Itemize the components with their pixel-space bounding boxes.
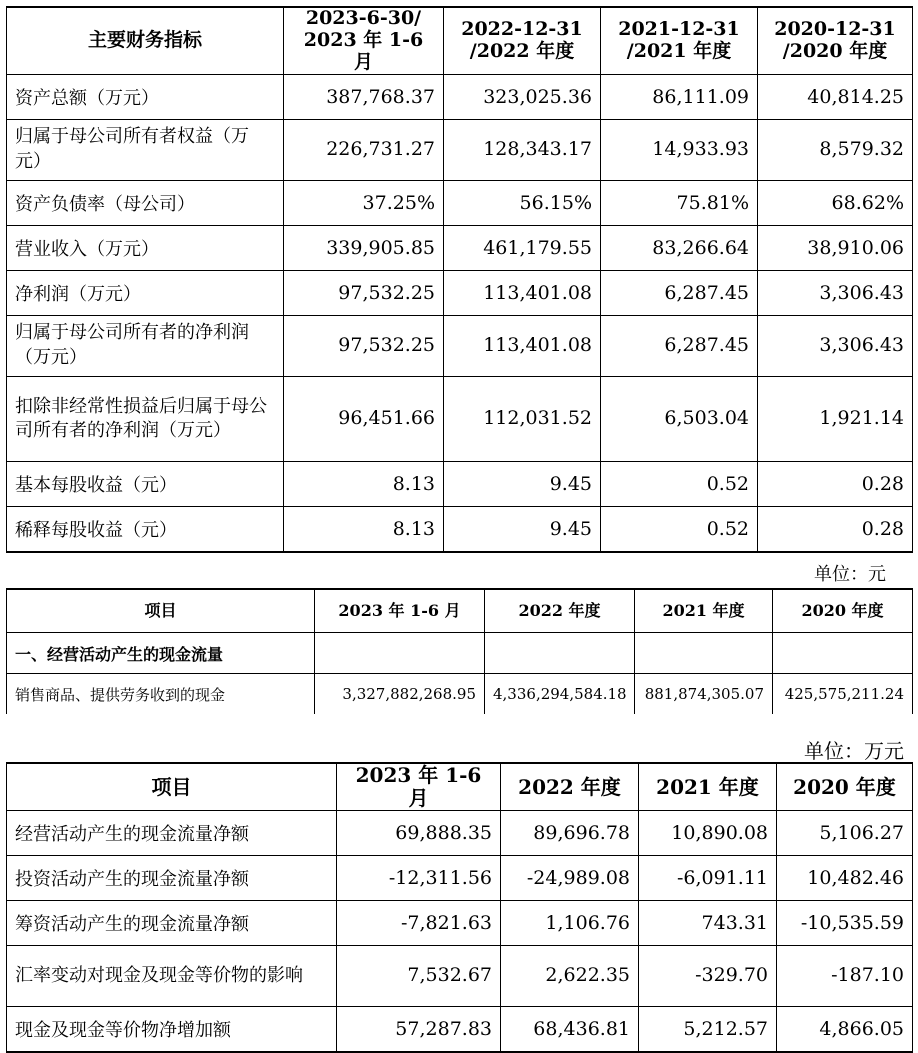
cell: 461,179.55 — [444, 225, 601, 270]
cell: 86,111.09 — [601, 74, 758, 119]
cell: 37.25% — [284, 180, 444, 225]
header-cell: 项目 — [7, 763, 337, 811]
cell: 6,503.04 — [601, 376, 758, 461]
cell: 8.13 — [284, 461, 444, 506]
cell: 881,874,305.07 — [635, 674, 773, 715]
header-cell: 主要财务指标 — [7, 7, 284, 74]
cell: 40,814.25 — [758, 74, 913, 119]
header-cell: 2022 年度 — [501, 763, 639, 811]
table-row — [7, 811, 913, 856]
header-cell: 2023-6-30/ 2023 年 1-6 月 — [284, 7, 444, 74]
cell: 3,306.43 — [758, 270, 913, 315]
row-label: 归属于母公司所有者的净利润（万元） — [7, 315, 284, 376]
cell: 38,910.06 — [758, 225, 913, 270]
row-label: 营业收入（万元） — [7, 225, 284, 270]
cell: -329.70 — [639, 946, 777, 1007]
row-label: 筹资活动产生的现金流量净额 — [7, 901, 337, 946]
row-label: 汇率变动对现金及现金等价物的影响 — [7, 946, 337, 1007]
cell: 113,401.08 — [444, 315, 601, 376]
cell: 387,768.37 — [284, 74, 444, 119]
header-cell: 2022-12-31 /2022 年度 — [444, 7, 601, 74]
cell: 8.13 — [284, 506, 444, 552]
unit-label: 单位：元 — [814, 564, 886, 585]
cell: 10,890.08 — [639, 811, 777, 856]
cell: 89,696.78 — [501, 811, 639, 856]
cell: 1,106.76 — [501, 901, 639, 946]
table-row — [7, 225, 913, 270]
cash-flow-detail-table — [6, 588, 913, 714]
table-row — [7, 506, 913, 552]
row-label: 资产总额（万元） — [7, 74, 284, 119]
table-row — [7, 119, 913, 180]
cell: -187.10 — [777, 946, 913, 1007]
cell: 10,482.46 — [777, 856, 913, 901]
cell: 0.28 — [758, 506, 913, 552]
cell: 57,287.83 — [337, 1007, 501, 1053]
row-label: 现金及现金等价物净增加额 — [7, 1007, 337, 1053]
row-label: 扣除非经常性损益后归属于母公司所有者的净利润（万元） — [7, 376, 284, 461]
header-row — [7, 763, 913, 811]
cell: 8,579.32 — [758, 119, 913, 180]
row-label: 经营活动产生的现金流量净额 — [7, 811, 337, 856]
cell: -7,821.63 — [337, 901, 501, 946]
cell: 4,866.05 — [777, 1007, 913, 1053]
table-row — [7, 901, 913, 946]
cell: 0.28 — [758, 461, 913, 506]
table-row — [7, 461, 913, 506]
cell: 3,327,882,268.95 — [315, 674, 485, 715]
table-row — [7, 74, 913, 119]
cell — [315, 633, 485, 674]
row-label: 资产负债率（母公司） — [7, 180, 284, 225]
cell: -24,989.08 — [501, 856, 639, 901]
row-label: 销售商品、提供劳务收到的现金 — [7, 674, 315, 715]
row-label: 归属于母公司所有者权益（万元） — [7, 119, 284, 180]
header-row — [7, 589, 913, 633]
table-row — [7, 180, 913, 225]
cell: 743.31 — [639, 901, 777, 946]
cell: 226,731.27 — [284, 119, 444, 180]
header-row — [7, 7, 913, 74]
cell: 97,532.25 — [284, 270, 444, 315]
table-row — [7, 270, 913, 315]
cash-flow-summary-table — [6, 762, 913, 1053]
row-label: 净利润（万元） — [7, 270, 284, 315]
financial-indicators-table — [6, 6, 913, 553]
row-label: 稀释每股收益（元） — [7, 506, 284, 552]
cell: 0.52 — [601, 461, 758, 506]
cell: 1,921.14 — [758, 376, 913, 461]
cell: 5,212.57 — [639, 1007, 777, 1053]
cell: 9.45 — [444, 506, 601, 552]
header-cell: 项目 — [7, 589, 315, 633]
header-cell: 2021 年度 — [639, 763, 777, 811]
cell: -10,535.59 — [777, 901, 913, 946]
table-row — [7, 315, 913, 376]
table-row — [7, 856, 913, 901]
cell: 323,025.36 — [444, 74, 601, 119]
table-row — [7, 376, 913, 461]
cell: 97,532.25 — [284, 315, 444, 376]
cell: 112,031.52 — [444, 376, 601, 461]
cell: 128,343.17 — [444, 119, 601, 180]
section-row — [7, 633, 913, 674]
row-label: 基本每股收益（元） — [7, 461, 284, 506]
header-cell: 2020 年度 — [777, 763, 913, 811]
cell: 3,306.43 — [758, 315, 913, 376]
cell: 5,106.27 — [777, 811, 913, 856]
cell — [773, 633, 913, 674]
cell: 75.81% — [601, 180, 758, 225]
cell: 113,401.08 — [444, 270, 601, 315]
cell: 83,266.64 — [601, 225, 758, 270]
cell: -6,091.11 — [639, 856, 777, 901]
table-row — [7, 1007, 913, 1053]
cell: 56.15% — [444, 180, 601, 225]
cell: 69,888.35 — [337, 811, 501, 856]
header-cell: 2020 年度 — [773, 589, 913, 633]
cell: 339,905.85 — [284, 225, 444, 270]
header-cell: 2021-12-31 /2021 年度 — [601, 7, 758, 74]
table-row — [7, 674, 913, 715]
cell: 2,622.35 — [501, 946, 639, 1007]
cell — [485, 633, 635, 674]
cell: 14,933.93 — [601, 119, 758, 180]
header-cell: 2021 年度 — [635, 589, 773, 633]
cell: 4,336,294,584.18 — [485, 674, 635, 715]
table-row — [7, 946, 913, 1007]
header-cell: 2023 年 1-6 月 — [337, 763, 501, 811]
cell: 68.62% — [758, 180, 913, 225]
cell — [635, 633, 773, 674]
header-cell: 2020-12-31 /2020 年度 — [758, 7, 913, 74]
cell: 0.52 — [601, 506, 758, 552]
cell: 96,451.66 — [284, 376, 444, 461]
row-label: 投资活动产生的现金流量净额 — [7, 856, 337, 901]
cell: 6,287.45 — [601, 270, 758, 315]
cell: 6,287.45 — [601, 315, 758, 376]
unit-label: 单位：万元 — [804, 739, 904, 763]
header-cell: 2023 年 1-6 月 — [315, 589, 485, 633]
cell: 9.45 — [444, 461, 601, 506]
cell: -12,311.56 — [337, 856, 501, 901]
section-title: 一、经营活动产生的现金流量 — [7, 633, 315, 674]
header-cell: 2022 年度 — [485, 589, 635, 633]
cell: 68,436.81 — [501, 1007, 639, 1053]
cell: 425,575,211.24 — [773, 674, 913, 715]
cell: 7,532.67 — [337, 946, 501, 1007]
